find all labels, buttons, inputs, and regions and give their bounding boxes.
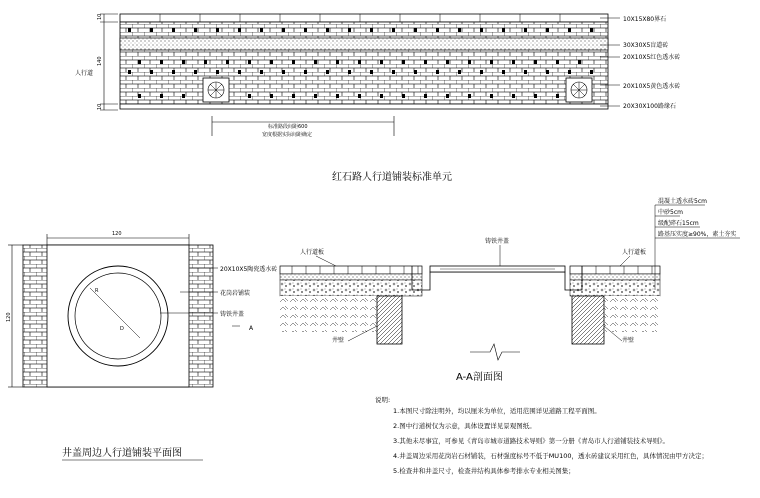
left-paver-layer: [280, 266, 422, 274]
note-2: 2.图中行道树仅为示意，具体设置详见景观图纸。: [393, 422, 536, 430]
callout-yellow-brick: 20X10X5黄色透水砖: [623, 83, 681, 90]
accent-brick: [480, 70, 483, 74]
accent-brick: [590, 70, 593, 74]
accent-brick: [490, 60, 493, 64]
accent-brick: [556, 60, 559, 64]
accent-brick: [150, 70, 153, 74]
accent-brick: [248, 60, 251, 64]
accent-brick: [128, 70, 131, 74]
accent-brick: [292, 60, 295, 64]
notes-heading: 说明:: [375, 396, 391, 404]
plan-view: [6, 231, 277, 460]
accent-brick: [160, 94, 163, 98]
accent-brick: [546, 28, 549, 32]
dim-label-top: 10: [97, 13, 103, 20]
notes-block: [375, 395, 708, 475]
layer-1: 混凝土透水砖5cm: [658, 198, 707, 205]
callout-red-brick: 20X10X5红色透水砖: [623, 54, 681, 61]
accent-brick: [436, 28, 439, 32]
accent-brick: [326, 70, 329, 74]
accent-brick: [436, 70, 439, 74]
section-right-paver-label: 人行道板: [622, 249, 647, 256]
note-3: 3.其他未尽事宜，可参见《青岛市城市道路技术导则》第一分册《青岛市人行道铺装技术导则》。: [393, 437, 669, 445]
accent-brick: [326, 28, 329, 32]
accent-brick: [590, 28, 593, 32]
right-paver-layer: [570, 266, 660, 274]
callout-tactile: 30X30X5盲道砖: [623, 42, 669, 49]
accent-brick: [204, 60, 207, 64]
accent-brick: [392, 70, 395, 74]
callout-curb: 20X30X100路缘石: [623, 103, 676, 110]
accent-brick: [336, 94, 339, 98]
dim-label-bottom: 10: [97, 103, 103, 110]
accent-brick: [370, 70, 373, 74]
accent-brick: [446, 60, 449, 64]
note-5: 5.检查井和井盖尺寸，检查井结构具体参考排水专业相关图集；: [393, 467, 575, 475]
accent-brick: [380, 94, 383, 98]
dim-note-width: 宽度根据实际间距确定: [262, 132, 313, 138]
dim-note-spacing: 标准路段间距600: [268, 124, 308, 130]
accent-brick: [446, 94, 449, 98]
accent-brick: [568, 70, 571, 74]
left-subgrade: [280, 296, 377, 332]
accent-brick: [150, 28, 153, 32]
accent-brick: [424, 60, 427, 64]
accent-brick: [260, 70, 263, 74]
accent-brick: [512, 60, 515, 64]
layer-leaders: [655, 205, 740, 290]
accent-brick: [458, 70, 461, 74]
sidewalk-label: 人行道: [75, 70, 94, 77]
well-wall-left: [377, 296, 402, 344]
right-sand-layer: [570, 274, 660, 280]
accent-brick: [546, 70, 549, 74]
accent-brick: [380, 60, 383, 64]
accent-brick: [336, 60, 339, 64]
accent-brick: [270, 60, 273, 64]
accent-brick: [216, 28, 219, 32]
accent-brick: [358, 60, 361, 64]
border-stone-strip: [120, 14, 608, 22]
accent-brick: [578, 60, 581, 64]
right-gravel-layer: [570, 280, 660, 296]
right-subgrade: [604, 296, 660, 332]
accent-brick: [292, 94, 295, 98]
callout-border-stone: 10X15X80界石: [623, 16, 667, 23]
accent-brick: [128, 28, 131, 32]
accent-brick: [424, 94, 427, 98]
grate-left: [203, 78, 229, 102]
accent-brick: [534, 60, 537, 64]
note-4: 4.井盖周边采用花岗岩石材铺装，石材强度标号不低于MU100，透水砖建议采用红色，具体情况由甲方决定；: [393, 452, 708, 460]
accent-brick: [216, 70, 219, 74]
accent-brick: [172, 70, 175, 74]
accent-brick: [282, 28, 285, 32]
break-line: [470, 344, 520, 360]
accent-brick: [556, 94, 559, 98]
accent-brick: [260, 28, 263, 32]
accent-brick: [468, 94, 471, 98]
section-view: [280, 197, 740, 383]
accent-brick: [392, 28, 395, 32]
well-wall-right: [572, 296, 604, 344]
accent-brick: [314, 94, 317, 98]
dim-top-label: 120: [112, 231, 122, 237]
dim-label-mid: 140: [97, 56, 103, 66]
accent-brick: [468, 60, 471, 64]
accent-brick: [194, 70, 197, 74]
plan-view-title: 井盖周边人行道铺装平面图: [62, 448, 182, 459]
accent-brick: [348, 70, 351, 74]
radius-label: R: [95, 288, 99, 294]
accent-brick: [458, 28, 461, 32]
note-1: 1.本图尺寸除注明外，均以厘米为单位，适用范围详见道路工程平面图。: [393, 407, 601, 415]
left-sand-layer: [280, 274, 422, 280]
accent-brick: [304, 70, 307, 74]
dim-left-label: 120: [6, 312, 12, 322]
layer-2: 中砂5cm: [658, 209, 683, 216]
well-label-right: 井壁: [622, 337, 635, 344]
accent-brick: [226, 60, 229, 64]
accent-brick: [524, 28, 527, 32]
diameter-label: D: [120, 326, 124, 332]
accent-brick: [238, 70, 241, 74]
accent-brick: [402, 94, 405, 98]
accent-brick: [502, 28, 505, 32]
section-left-paver-label: 人行道板: [300, 249, 325, 256]
section-mark: A: [249, 325, 254, 332]
accent-brick: [512, 94, 515, 98]
accent-brick: [534, 94, 537, 98]
accent-brick: [194, 28, 197, 32]
curb-stone-strip: [120, 104, 608, 109]
layer-4: 路基压实度≥90%，素土夯实: [658, 231, 737, 238]
accent-brick: [370, 28, 373, 32]
callout-cover: 铸铁井盖: [220, 311, 245, 318]
accent-brick: [238, 28, 241, 32]
tactile-paving-strip: [120, 38, 608, 50]
top-plan-title: 红石路人行道铺装标准单元: [332, 172, 452, 183]
top-plan: [75, 14, 680, 183]
accent-brick: [282, 70, 285, 74]
grate-right: [566, 78, 592, 102]
accent-brick: [490, 94, 493, 98]
section-cover-label: 铸铁井盖: [485, 238, 510, 245]
accent-brick: [160, 60, 163, 64]
section-title: A-A剖面图: [456, 372, 503, 383]
accent-brick: [358, 94, 361, 98]
accent-brick: [348, 28, 351, 32]
accent-brick: [568, 28, 571, 32]
accent-brick: [480, 28, 483, 32]
left-gravel-layer: [280, 280, 422, 296]
accent-brick: [182, 94, 185, 98]
callout-ceramic-brick: 20X10X5陶瓷透水砖: [220, 266, 278, 273]
accent-brick: [138, 60, 141, 64]
accent-brick: [138, 94, 141, 98]
layer-3: 级配碎石15cm: [658, 220, 699, 227]
accent-brick: [304, 28, 307, 32]
accent-brick: [270, 94, 273, 98]
accent-brick: [524, 70, 527, 74]
accent-brick: [502, 70, 505, 74]
accent-brick: [182, 60, 185, 64]
accent-brick: [314, 60, 317, 64]
accent-brick: [172, 28, 175, 32]
accent-brick: [414, 70, 417, 74]
accent-brick: [414, 28, 417, 32]
accent-brick: [402, 60, 405, 64]
callout-granite: 花岗岩铺装: [220, 290, 251, 297]
well-label-left: 井壁: [332, 337, 345, 344]
accent-brick: [248, 94, 251, 98]
